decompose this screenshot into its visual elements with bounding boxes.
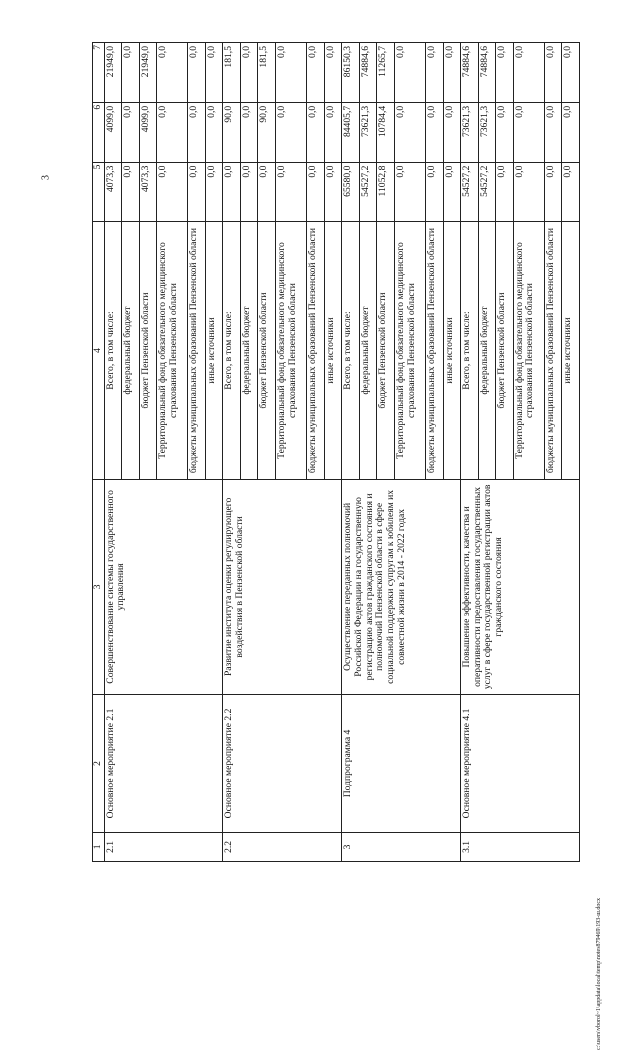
funding-source-cell: бюджет Пензенской области: [139, 222, 157, 479]
amount-cell: 73621,3: [461, 102, 479, 162]
amount-cell: 0,0: [394, 102, 425, 162]
amount-cell: 0,0: [307, 43, 325, 103]
amount-cell: 86150,3: [342, 43, 360, 103]
funding-source-cell: Территориальный фонд обязательного медицинского страхования Пензенской области: [275, 222, 306, 479]
amount-cell: 181,5: [258, 43, 276, 103]
amount-cell: 0,0: [544, 102, 562, 162]
amount-cell: 0,0: [205, 162, 223, 222]
amount-cell: 0,0: [425, 102, 443, 162]
funding-source-cell: бюджеты муниципальных образований Пензенской области: [188, 222, 206, 479]
funding-source-cell: Территориальный фонд обязательного медицинского страхования Пензенской области: [394, 222, 425, 479]
amount-cell: 4099,0: [139, 102, 157, 162]
funding-source-cell: иные источники: [443, 222, 461, 479]
funding-source-cell: федеральный бюджет: [478, 222, 496, 479]
header-cell: 5: [93, 162, 105, 222]
header-row: [93, 43, 105, 862]
header-cell: 7: [93, 43, 105, 103]
description-cell: Совершенствование системы государственного управления: [104, 479, 223, 695]
amount-cell: 0,0: [240, 162, 258, 222]
header-cell: 6: [93, 102, 105, 162]
amount-cell: 0,0: [275, 102, 306, 162]
funding-source-cell: Территориальный фонд обязательного медицинского страхования Пензенской области: [513, 222, 544, 479]
amount-cell: 0,0: [496, 43, 514, 103]
amount-cell: 90,0: [223, 102, 241, 162]
funding-source-cell: федеральный бюджет: [122, 222, 140, 479]
amount-cell: 0,0: [307, 162, 325, 222]
amount-cell: 0,0: [513, 43, 544, 103]
amount-cell: 181,5: [223, 43, 241, 103]
amount-cell: 0,0: [324, 43, 342, 103]
amount-cell: 21949,0: [104, 43, 122, 103]
amount-cell: 54527,2: [478, 162, 496, 222]
row-number-cell: 2.1: [104, 832, 223, 861]
amount-cell: 0,0: [258, 162, 276, 222]
funding-source-cell: бюджеты муниципальных образований Пензенской области: [425, 222, 443, 479]
description-cell: Развитие института оценки регулирующего воздействия в Пензенской области: [223, 479, 342, 695]
table-body: [104, 43, 579, 862]
row-number-cell: 3: [342, 832, 461, 861]
amount-cell: 0,0: [394, 43, 425, 103]
amount-cell: 0,0: [324, 162, 342, 222]
header-cell: 4: [93, 222, 105, 479]
amount-cell: 0,0: [240, 102, 258, 162]
amount-cell: 0,0: [443, 43, 461, 103]
amount-cell: 10784,4: [377, 102, 395, 162]
amount-cell: 0,0: [275, 162, 306, 222]
amount-cell: 0,0: [307, 102, 325, 162]
amount-cell: 65580,0: [342, 162, 360, 222]
event-name-cell: Основное мероприятие 2.1: [104, 695, 223, 833]
table-row: [342, 43, 360, 862]
amount-cell: 0,0: [496, 162, 514, 222]
amount-cell: 74884,6: [478, 43, 496, 103]
funding-source-cell: Всего, в том числе:: [342, 222, 360, 479]
amount-cell: 0,0: [188, 102, 206, 162]
amount-cell: 0,0: [205, 102, 223, 162]
amount-cell: 0,0: [324, 102, 342, 162]
funding-source-cell: бюджеты муниципальных образований Пензенской области: [307, 222, 325, 479]
funding-source-cell: Всего, в том числе:: [104, 222, 122, 479]
amount-cell: 0,0: [443, 102, 461, 162]
amount-cell: 73621,3: [478, 102, 496, 162]
amount-cell: 0,0: [188, 43, 206, 103]
amount-cell: 0,0: [122, 162, 140, 222]
row-number-cell: 3.1: [461, 832, 580, 861]
amount-cell: 0,0: [562, 43, 580, 103]
funding-source-cell: бюджет Пензенской области: [258, 222, 276, 479]
funding-source-cell: федеральный бюджет: [240, 222, 258, 479]
funding-source-cell: иные источники: [324, 222, 342, 479]
amount-cell: 0,0: [513, 102, 544, 162]
row-number-cell: 2.2: [223, 832, 342, 861]
funding-source-cell: иные источники: [205, 222, 223, 479]
amount-cell: 54527,2: [359, 162, 377, 222]
amount-cell: 73621,3: [359, 102, 377, 162]
amount-cell: 0,0: [240, 43, 258, 103]
amount-cell: 0,0: [443, 162, 461, 222]
amount-cell: 0,0: [223, 162, 241, 222]
amount-cell: 0,0: [205, 43, 223, 103]
amount-cell: 0,0: [562, 102, 580, 162]
amount-cell: 0,0: [275, 43, 306, 103]
event-name-cell: Подпрограмма 4: [342, 695, 461, 833]
amount-cell: 4073,3: [139, 162, 157, 222]
funding-source-cell: иные источники: [562, 222, 580, 479]
footer-file-path: c:\users\vborol~1\appdata\local\temp\notes879469\193-ш.docx: [596, 897, 602, 1050]
funding-source-cell: Всего, в том числе:: [461, 222, 479, 479]
description-cell: Повышение эффективности, качества и оперативности предоставления государственных услуг в сфере государственной регистрации актов гражданского состояния: [461, 479, 580, 695]
funding-source-cell: федеральный бюджет: [359, 222, 377, 479]
amount-cell: 11052,8: [377, 162, 395, 222]
event-name-cell: Основное мероприятие 4.1: [461, 695, 580, 833]
header-cell: 2: [93, 695, 105, 833]
amount-cell: 4073,3: [104, 162, 122, 222]
amount-cell: 0,0: [122, 43, 140, 103]
amount-cell: 0,0: [394, 162, 425, 222]
table-row: [104, 43, 122, 862]
rotated-table-page: [92, 42, 580, 862]
amount-cell: 0,0: [188, 162, 206, 222]
amount-cell: 74884,6: [359, 43, 377, 103]
amount-cell: 21949,0: [139, 43, 157, 103]
amount-cell: 0,0: [122, 102, 140, 162]
header-cell: 1: [93, 832, 105, 861]
amount-cell: 0,0: [544, 43, 562, 103]
amount-cell: 0,0: [513, 162, 544, 222]
amount-cell: 74884,6: [461, 43, 479, 103]
event-name-cell: Основное мероприятие 2.2: [223, 695, 342, 833]
funding-source-cell: бюджет Пензенской области: [496, 222, 514, 479]
amount-cell: 54527,2: [461, 162, 479, 222]
amount-cell: 0,0: [157, 102, 188, 162]
amount-cell: 0,0: [562, 162, 580, 222]
funding-source-cell: бюджет Пензенской области: [377, 222, 395, 479]
amount-cell: 4099,0: [104, 102, 122, 162]
amount-cell: 0,0: [425, 43, 443, 103]
amount-cell: 0,0: [425, 162, 443, 222]
header-cell: 3: [93, 479, 105, 695]
funding-source-cell: бюджеты муниципальных образований Пензенской области: [544, 222, 562, 479]
funding-source-cell: Территориальный фонд обязательного медицинского страхования Пензенской области: [157, 222, 188, 479]
amount-cell: 0,0: [544, 162, 562, 222]
amount-cell: 0,0: [157, 162, 188, 222]
budget-table: [92, 42, 580, 862]
funding-source-cell: Всего, в том числе:: [223, 222, 241, 479]
description-cell: Осуществление переданных полномочий Российской Федерации на государственную регистрацию актов гражданского состояния и полномочий Пензенской области в сфере социальной поддержки супругам к юбилеям их совместной жизни в 2014 - 2022 годах: [342, 479, 461, 695]
amount-cell: 0,0: [157, 43, 188, 103]
table-row: [461, 43, 479, 862]
amount-cell: 11265,7: [377, 43, 395, 103]
page-number: 3: [40, 175, 52, 180]
amount-cell: 90,0: [258, 102, 276, 162]
amount-cell: 84405,7: [342, 102, 360, 162]
table-row: [223, 43, 241, 862]
amount-cell: 0,0: [496, 102, 514, 162]
